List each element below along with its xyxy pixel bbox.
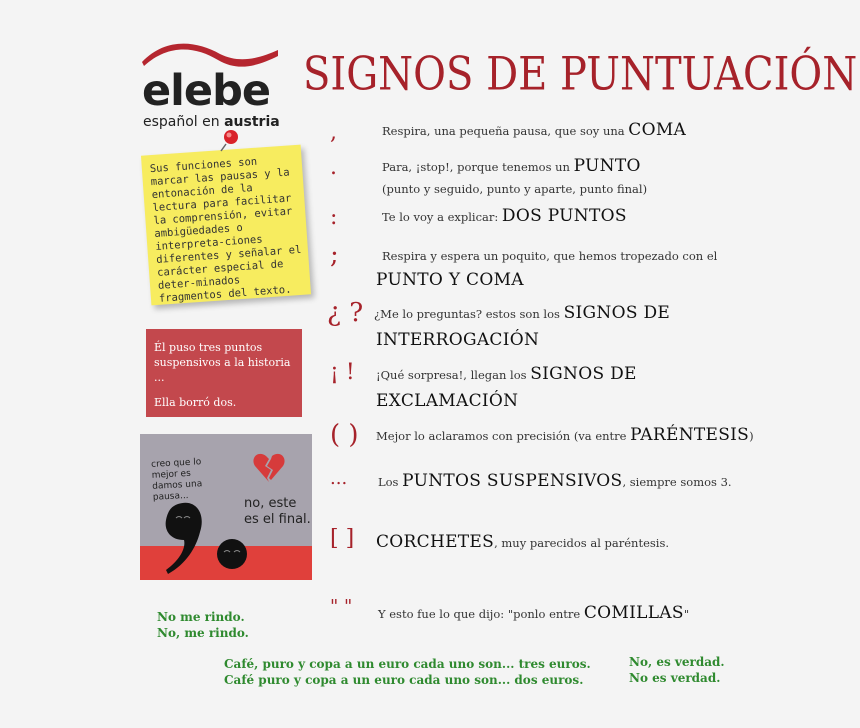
quotes-symbol: " " bbox=[330, 596, 353, 617]
parentheses-row: Mejor lo aclaramos con precisión (va entre PARÉNTESIS) bbox=[376, 425, 754, 445]
exclamation-symbol: ¡ ! bbox=[330, 360, 355, 385]
colon-symbol: : bbox=[330, 205, 338, 230]
brackets-symbol: [ ] bbox=[330, 526, 355, 551]
colon-label: DOS PUNTOS bbox=[501, 206, 627, 226]
period-symbol: . bbox=[330, 155, 337, 180]
comma-illustration bbox=[140, 434, 312, 580]
exclamation-label-2: EXCLAMACIÓN bbox=[376, 391, 519, 411]
semicolon-label: PUNTO Y COMA bbox=[376, 270, 524, 290]
colon-row: Te lo voy a explicar: DOS PUNTOS bbox=[382, 206, 627, 226]
period-row: Para, ¡stop!, porque tenemos un PUNTO bbox=[382, 156, 641, 176]
illustration-text-1: creo que lo mejor es damos una pausa... bbox=[150, 457, 203, 503]
elebe-logo bbox=[140, 40, 280, 130]
semicolon-row: Respira y espera un poquito, que hemos tropezado con el bbox=[382, 249, 718, 263]
joke-box bbox=[146, 329, 302, 417]
exclamation-label: SIGNOS DE bbox=[530, 364, 637, 384]
question-label-2: INTERROGACIÓN bbox=[376, 330, 540, 350]
joke-line-1: Él puso tres puntos suspensivos a la historia ... bbox=[154, 341, 291, 384]
page-title: SIGNOS DE PUNTUACIÓN bbox=[303, 48, 858, 101]
illustration-text-2: no, este es el final. bbox=[244, 496, 311, 527]
comma-row: Respira, una pequeña pausa, que soy una COMA bbox=[382, 120, 687, 140]
question-row: ¿Me lo preguntas? estos son los SIGNOS DE bbox=[374, 303, 671, 323]
joke-line-2: Ella borró dos. bbox=[154, 396, 237, 409]
question-symbol: ¿ ? bbox=[327, 298, 364, 328]
example-cafe: Café, puro y copa a un euro cada uno son... tres euros. Café puro y copa a un euro cada uno son... dos euros. bbox=[224, 657, 591, 687]
comma-label: COMA bbox=[628, 120, 687, 140]
period-label: PUNTO bbox=[573, 156, 641, 176]
push-pin-icon bbox=[218, 128, 242, 152]
comma-and-dot-icon bbox=[160, 496, 290, 580]
parentheses-symbol: ( ) bbox=[330, 420, 359, 450]
ellipsis-symbol: ... bbox=[330, 468, 348, 489]
ellipsis-label: PUNTOS SUSPENSIVOS bbox=[402, 471, 623, 491]
comma-symbol: , bbox=[330, 120, 337, 145]
quotes-label: COMILLAS bbox=[583, 603, 684, 623]
logo-subtitle: español en austria bbox=[143, 114, 280, 130]
parentheses-label: PARÉNTESIS bbox=[630, 425, 750, 445]
brackets-label: CORCHETES bbox=[376, 532, 495, 552]
semicolon-symbol: ; bbox=[330, 240, 339, 270]
ellipsis-row: Los PUNTOS SUSPENSIVOS, siempre somos 3. bbox=[378, 471, 732, 491]
example-verdad: No, es verdad. No es verdad. bbox=[629, 655, 725, 685]
exclamation-row: ¡Qué sorpresa!, llegan los SIGNOS DE bbox=[376, 364, 637, 384]
quotes-row: Y esto fue lo que dijo: "ponlo entre COMILLAS" bbox=[378, 603, 690, 623]
sticky-note: Sus funciones son marcar las pausas y la entonación de la lectura para facilitar la comprensión, evitar ambigüedades o interpreta-ciones diferentes y señalar el carácter especial de deter-minados fragmentos del texto. bbox=[141, 145, 311, 306]
broken-heart-icon bbox=[252, 452, 286, 484]
period-sub: (punto y seguido, punto y aparte, punto final) bbox=[382, 182, 648, 196]
example-rindo: No me rindo. No, me rindo. bbox=[157, 610, 249, 640]
question-label: SIGNOS DE bbox=[563, 303, 671, 323]
brackets-row: CORCHETES, muy parecidos al paréntesis. bbox=[376, 532, 670, 552]
logo-word: elebe bbox=[142, 66, 271, 116]
